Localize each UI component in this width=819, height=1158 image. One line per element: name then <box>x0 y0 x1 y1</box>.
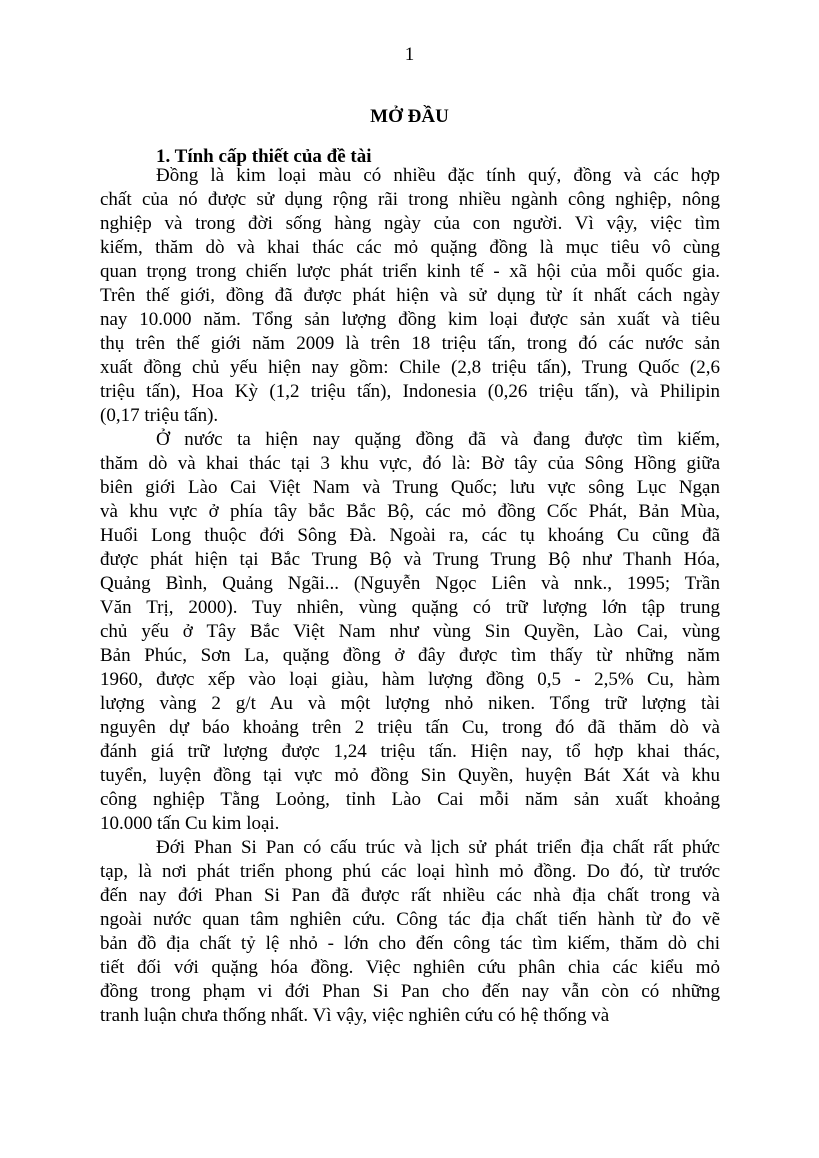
text-line: Huổi Long thuộc đới Sông Đà. Ngoài ra, các tụ khoáng Cu cũng đã <box>100 525 720 546</box>
text-line: thăm dò và khai thác tại 3 khu vực, đó là: Bờ tây của Sông Hồng giữa <box>100 453 720 474</box>
text-line: Quảng Bình, Quảng Ngãi... (Nguyễn Ngọc Liên và nnk., 1995; Trần <box>100 573 720 594</box>
text-line: đồng trong phạm vi đới Phan Si Pan cho đến nay vẫn còn có những <box>100 981 720 1002</box>
paragraph <box>100 164 720 428</box>
section-heading: 1. Tính cấp thiết của đề tài <box>156 146 372 167</box>
text-line: chất của nó được sử dụng rộng rãi trong nhiều ngành công nghiệp, nông <box>100 189 720 210</box>
text-line: kiếm, thăm dò và khai thác các mỏ quặng đồng là mục tiêu vô cùng <box>100 237 720 258</box>
text-line: tạp, là nơi phát triển phong phú các loại hình mỏ đồng. Do đó, từ trước <box>100 861 720 882</box>
paragraph <box>100 836 720 1028</box>
text-line: tranh luận chưa thống nhất. Vì vậy, việc nghiên cứu có hệ thống và <box>100 1005 610 1026</box>
text-line: được phát hiện tại Bắc Trung Bộ và Trung Trung Bộ như Thanh Hóa, <box>100 549 720 570</box>
text-line: lượng vàng 2 g/t Au và một lượng nhỏ niken. Tổng trữ lượng tài <box>100 693 720 714</box>
text-line: thụ trên thế giới năm 2009 là trên 18 triệu tấn, trong đó các nước sản <box>100 333 720 354</box>
page-number: 1 <box>404 44 415 65</box>
text-line: nay 10.000 năm. Tổng sản lượng đồng kim loại được sản xuất và tiêu <box>100 309 720 330</box>
text-line: Văn Trị, 2000). Tuy nhiên, vùng quặng có trữ lượng lớn tập trung <box>100 597 720 618</box>
text-line: nguyên dự báo khoảng trên 2 triệu tấn Cu, trong đó đã thăm dò và <box>100 717 720 738</box>
text-line: (0,17 triệu tấn). <box>100 405 219 426</box>
text-line: xuất đồng chủ yếu hiện nay gồm: Chile (2,8 triệu tấn), Trung Quốc (2,6 <box>100 357 720 378</box>
text-line: Ở nước ta hiện nay quặng đồng đã và đang được tìm kiếm, <box>156 429 720 450</box>
text-line: nghiệp và trong đời sống hàng ngày của con người. Vì vậy, việc tìm <box>100 213 720 234</box>
text-line: và khu vực ở phía tây bắc Bắc Bộ, các mỏ đồng Cốc Phát, Bản Mùa, <box>100 501 720 522</box>
text-line: tuyển, luyện đồng tại vực mỏ đồng Sin Quyền, huyện Bát Xát và khu <box>100 765 720 786</box>
text-line: triệu tấn), Hoa Kỳ (1,2 triệu tấn), Indonesia (0,26 triệu tấn), và Philipin <box>100 381 720 402</box>
text-line: Đồng là kim loại màu có nhiều đặc tính quý, đồng và các hợp <box>156 165 720 186</box>
body-text <box>100 164 720 1028</box>
text-line: tiết đối với quặng hóa đồng. Việc nghiên cứu phân chia các kiểu mỏ <box>100 957 720 978</box>
text-line: Bản Phúc, Sơn La, quặng đồng ở đây được tìm thấy từ những năm <box>100 645 720 666</box>
text-line: ngoài nước quan tâm nghiên cứu. Công tác địa chất tiến hành từ đo vẽ <box>100 909 720 930</box>
paragraph <box>100 428 720 836</box>
text-line: công nghiệp Tằng Loỏng, tỉnh Lào Cai mỗi năm sản xuất khoảng <box>100 789 720 810</box>
text-line: đến nay đới Phan Si Pan đã được rất nhiều các nhà địa chất trong và <box>100 885 720 906</box>
text-line: Đới Phan Si Pan có cấu trúc và lịch sử phát triển địa chất rất phức <box>156 837 720 858</box>
text-line: 1960, được xếp vào loại giàu, hàm lượng đồng 0,5 - 2,5% Cu, hàm <box>100 669 720 690</box>
text-line: biên giới Lào Cai Việt Nam và Trung Quốc; lưu vực sông Lục Ngạn <box>100 477 720 498</box>
text-line: Trên thế giới, đồng đã được phát hiện và sử dụng từ ít nhất cách ngày <box>100 285 720 306</box>
chapter-title: MỞ ĐẦU <box>370 106 449 127</box>
text-line: quan trọng trong chiến lược phát triển kinh tế - xã hội của mỗi quốc gia. <box>100 261 720 282</box>
text-line: chủ yếu ở Tây Bắc Việt Nam như vùng Sin Quyền, Lào Cai, vùng <box>100 621 720 642</box>
text-line: bản đồ địa chất tỷ lệ nhỏ - lớn cho đến công tác tìm kiếm, thăm dò chi <box>100 933 720 954</box>
text-line: đánh giá trữ lượng được 1,24 triệu tấn. Hiện nay, tổ hợp khai thác, <box>100 741 720 762</box>
text-line: 10.000 tấn Cu kim loại. <box>100 813 280 834</box>
